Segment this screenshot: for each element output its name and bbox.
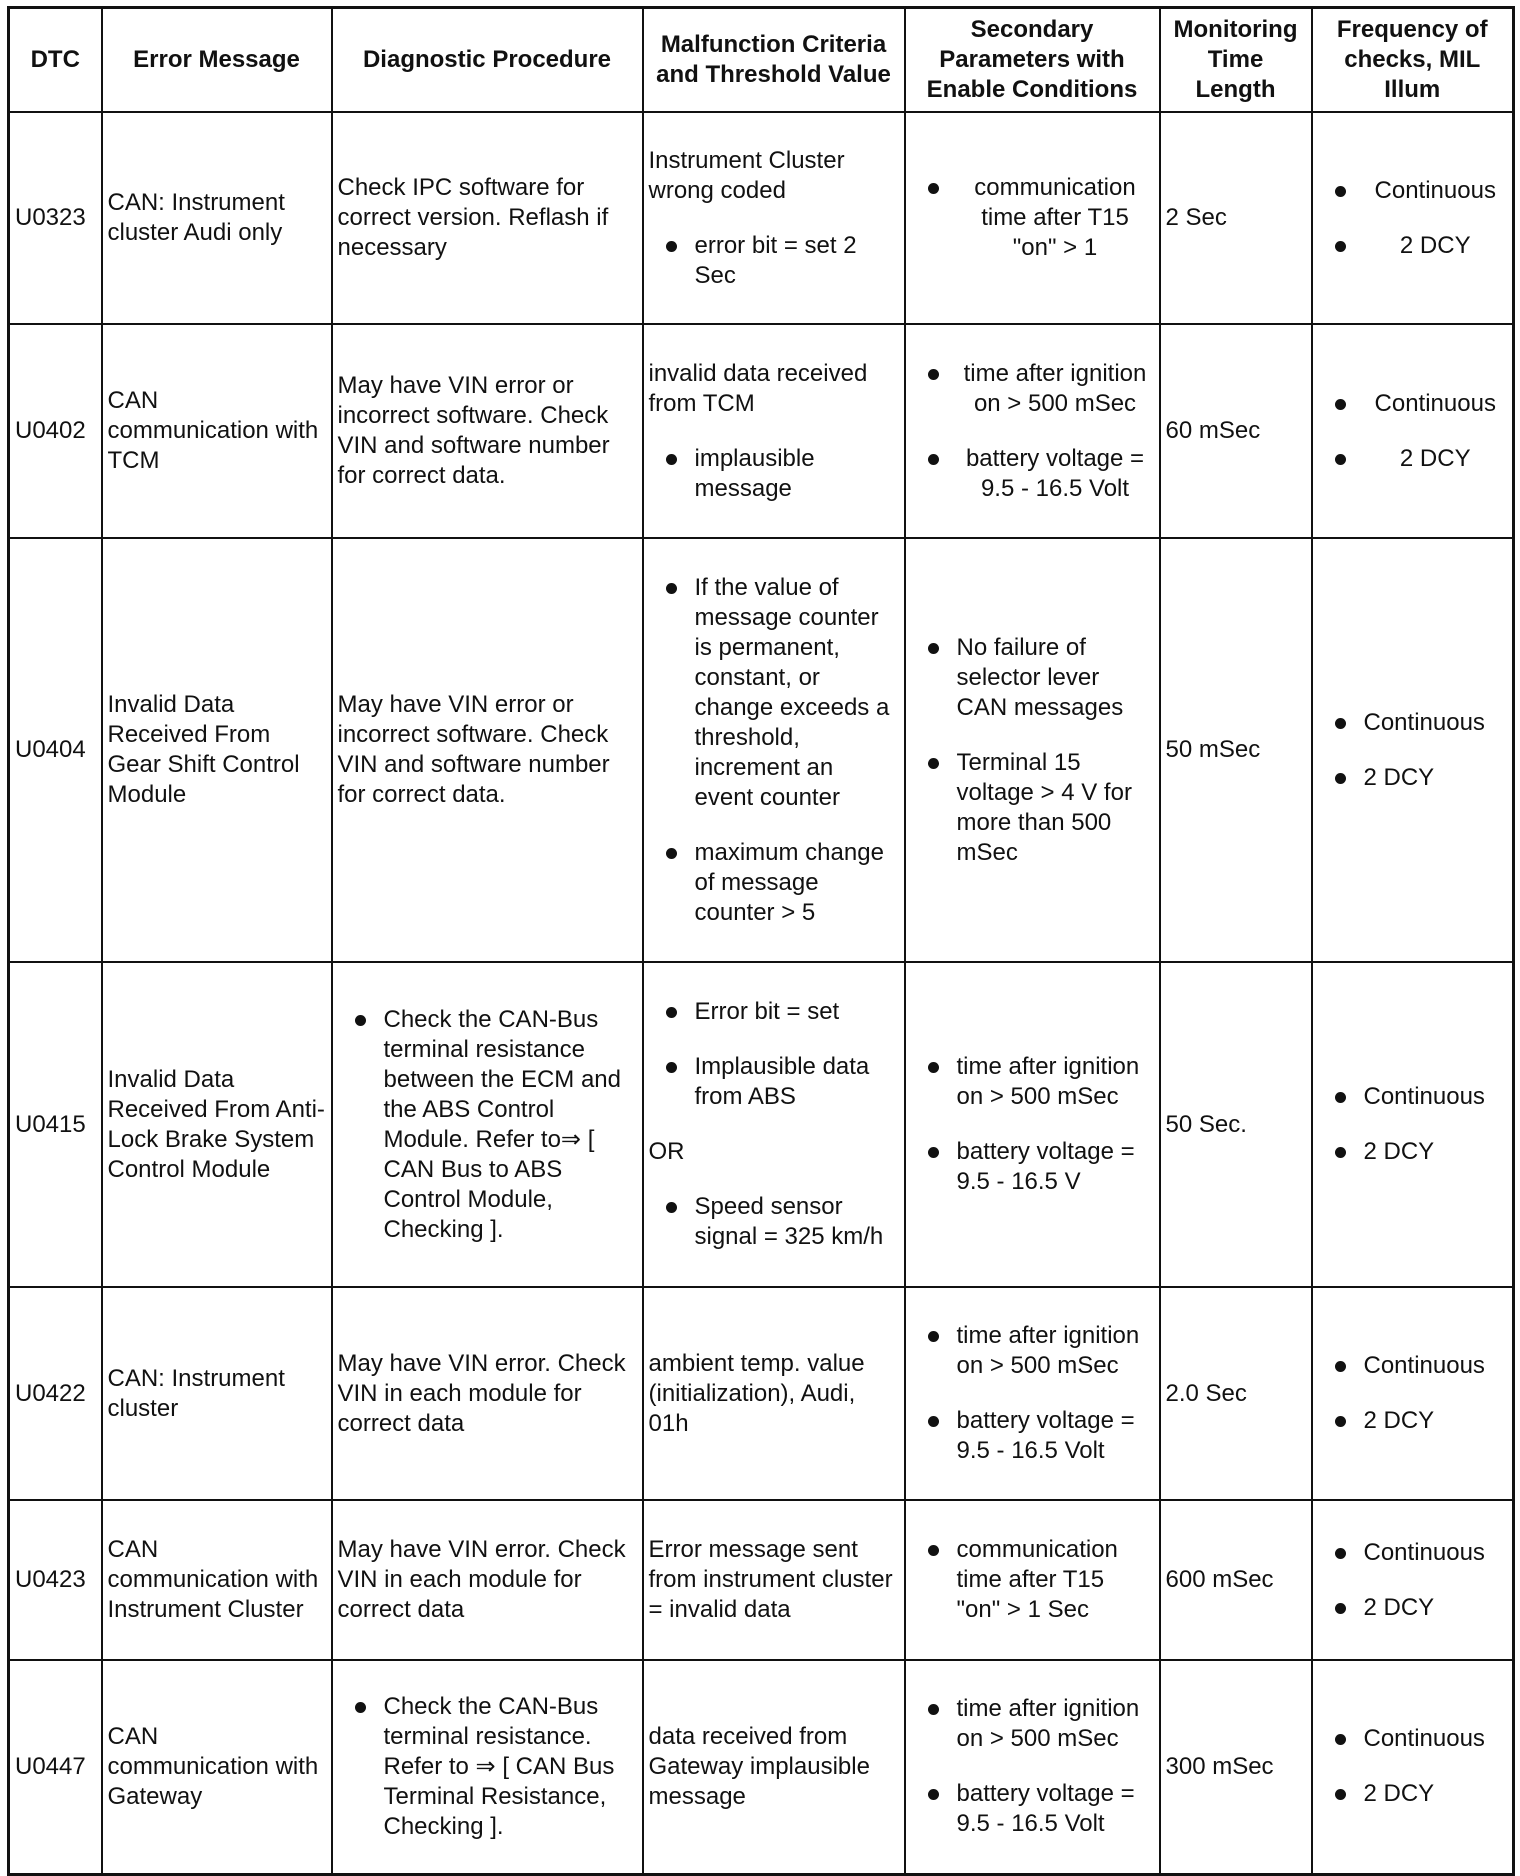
- error-message: CAN: Instrument cluster: [102, 1287, 332, 1500]
- frequency-item: 2 DCY: [1318, 1779, 1508, 1809]
- diagnostic-procedure: May have VIN error. Check VIN in each module for correct data: [332, 1287, 643, 1500]
- secondary-parameters: [905, 112, 1160, 324]
- secondary-parameters: [905, 1500, 1160, 1660]
- secondary-item: time after ignition on > 500 mSec: [911, 359, 1154, 419]
- frequency-item: 2 DCY: [1318, 1593, 1508, 1623]
- criteria-item: Error bit = set: [649, 997, 899, 1027]
- criteria-list-after: [649, 1192, 899, 1252]
- frequency-checks: [1312, 1660, 1514, 1874]
- criteria-intro: invalid data received from TCM: [648, 359, 868, 417]
- criteria-item: Implausible data from ABS: [649, 1052, 899, 1112]
- frequency-checks: [1312, 1287, 1514, 1500]
- monitoring-time: 300 mSec: [1160, 1660, 1312, 1874]
- criteria-intro: Instrument Cluster wrong coded: [648, 146, 845, 204]
- malfunction-criteria: data received from Gateway implausible message: [643, 1660, 905, 1874]
- error-message: CAN communication with Gateway: [102, 1660, 332, 1874]
- frequency-list: [1318, 1724, 1508, 1809]
- diagnostic-procedure: Check IPC software for correct version. Reflash if necessary: [332, 112, 643, 324]
- malfunction-criteria: [643, 538, 905, 962]
- header-monitoring-time: Monitoring Time Length: [1160, 8, 1312, 113]
- table-row: [9, 538, 1514, 962]
- frequency-item: 2 DCY: [1318, 1137, 1508, 1167]
- frequency-list: [1318, 389, 1508, 474]
- frequency-item: 2 DCY: [1318, 1406, 1508, 1436]
- malfunction-criteria: [643, 112, 905, 324]
- criteria-item: implausible message: [649, 444, 899, 504]
- secondary-list: [911, 1321, 1154, 1466]
- secondary-item: time after ignition on > 500 mSec: [911, 1694, 1154, 1754]
- diagnostic-procedure: May have VIN error or incorrect software. Check VIN and software number for correct data.: [332, 538, 643, 962]
- secondary-item: battery voltage = 9.5 - 16.5 Volt: [911, 1779, 1154, 1839]
- frequency-item: 2 DCY: [1318, 231, 1508, 261]
- dtc-code: U0423: [9, 1500, 102, 1660]
- secondary-item: time after ignition on > 500 mSec: [911, 1321, 1154, 1381]
- dtc-code: U0323: [9, 112, 102, 324]
- secondary-item: No failure of selector lever CAN messages: [911, 633, 1154, 723]
- frequency-list: [1318, 176, 1508, 261]
- dtc-code: U0404: [9, 538, 102, 962]
- secondary-list: [911, 173, 1154, 263]
- secondary-item: battery voltage = 9.5 - 16.5 V: [911, 1137, 1154, 1197]
- table-row: [9, 962, 1514, 1287]
- dtc-code: U0447: [9, 1660, 102, 1874]
- header-malfunction-criteria: Malfunction Criteria and Threshold Value: [643, 8, 905, 113]
- frequency-checks: [1312, 324, 1514, 538]
- malfunction-criteria: ambient temp. value (initialization), Audi, 01h: [643, 1287, 905, 1500]
- diagnostic-procedure: [332, 962, 643, 1287]
- malfunction-criteria: Error message sent from instrument cluster = invalid data: [643, 1500, 905, 1660]
- frequency-list: [1318, 1351, 1508, 1436]
- secondary-item: battery voltage = 9.5 - 16.5 Volt: [911, 1406, 1154, 1466]
- criteria-item: error bit = set 2 Sec: [649, 231, 899, 291]
- error-message: CAN communication with TCM: [102, 324, 332, 538]
- monitoring-time: 50 mSec: [1160, 538, 1312, 962]
- table-row: [9, 1660, 1514, 1874]
- frequency-checks: [1312, 538, 1514, 962]
- dtc-code: U0415: [9, 962, 102, 1287]
- secondary-list: [911, 1694, 1154, 1839]
- procedure-item: Check the CAN-Bus terminal resistance. Refer to ⇒ [ CAN Bus Terminal Resistance, Checking ].: [338, 1692, 637, 1842]
- procedure-list: [338, 1692, 637, 1842]
- procedure-item: Check the CAN-Bus terminal resistance between the ECM and the ABS Control Module. Refer to⇒ [ CAN Bus to ABS Control Module, Checking ].: [338, 1005, 637, 1245]
- frequency-item: Continuous: [1318, 1351, 1508, 1381]
- frequency-list: [1318, 1082, 1508, 1167]
- header-secondary-parameters: Secondary Parameters with Enable Conditions: [905, 8, 1160, 113]
- header-diagnostic-procedure: Diagnostic Procedure: [332, 8, 643, 113]
- secondary-item: time after ignition on > 500 mSec: [911, 1052, 1154, 1112]
- secondary-list: [911, 633, 1154, 868]
- secondary-parameters: [905, 962, 1160, 1287]
- monitoring-time: 2 Sec: [1160, 112, 1312, 324]
- secondary-parameters: [905, 324, 1160, 538]
- frequency-item: Continuous: [1318, 1724, 1508, 1754]
- frequency-item: Continuous: [1318, 708, 1508, 738]
- secondary-list: [911, 1052, 1154, 1197]
- frequency-item: Continuous: [1318, 176, 1508, 206]
- malfunction-criteria: [643, 962, 905, 1287]
- dtc-table: [7, 6, 1515, 1876]
- diagnostic-procedure: May have VIN error or incorrect software. Check VIN and software number for correct data.: [332, 324, 643, 538]
- secondary-parameters: [905, 1660, 1160, 1874]
- frequency-item: 2 DCY: [1318, 763, 1508, 793]
- secondary-parameters: [905, 538, 1160, 962]
- criteria-or: OR: [648, 1138, 685, 1165]
- dtc-code: U0402: [9, 324, 102, 538]
- frequency-item: Continuous: [1318, 389, 1508, 419]
- frequency-checks: [1312, 112, 1514, 324]
- monitoring-time: 2.0 Sec: [1160, 1287, 1312, 1500]
- criteria-list: [649, 573, 899, 928]
- criteria-list: [649, 444, 899, 504]
- frequency-item: Continuous: [1318, 1538, 1508, 1568]
- criteria-item: maximum change of message counter > 5: [649, 838, 899, 928]
- error-message: CAN: Instrument cluster Audi only: [102, 112, 332, 324]
- secondary-list: [911, 1535, 1154, 1625]
- frequency-list: [1318, 708, 1508, 793]
- diagnostic-procedure: May have VIN error. Check VIN in each module for correct data: [332, 1500, 643, 1660]
- monitoring-time: 600 mSec: [1160, 1500, 1312, 1660]
- error-message: Invalid Data Received From Gear Shift Control Module: [102, 538, 332, 962]
- frequency-list: [1318, 1538, 1508, 1623]
- header-dtc: DTC: [9, 8, 102, 113]
- criteria-list: [649, 231, 899, 291]
- table-row: [9, 1287, 1514, 1500]
- frequency-item: Continuous: [1318, 1082, 1508, 1112]
- header-row: [9, 8, 1514, 113]
- procedure-list: [338, 1005, 637, 1245]
- table-row: [9, 324, 1514, 538]
- frequency-checks: [1312, 1500, 1514, 1660]
- error-message: Invalid Data Received From Anti-Lock Brake System Control Module: [102, 962, 332, 1287]
- diagnostic-procedure: [332, 1660, 643, 1874]
- criteria-item: Speed sensor signal = 325 km/h: [649, 1192, 899, 1252]
- secondary-parameters: [905, 1287, 1160, 1500]
- monitoring-time: 50 Sec.: [1160, 962, 1312, 1287]
- secondary-list: [911, 359, 1154, 504]
- dtc-code: U0422: [9, 1287, 102, 1500]
- secondary-item: communication time after T15 "on" > 1: [911, 173, 1154, 263]
- frequency-checks: [1312, 962, 1514, 1287]
- table-row: [9, 1500, 1514, 1660]
- frequency-item: 2 DCY: [1318, 444, 1508, 474]
- table-row: [9, 112, 1514, 324]
- monitoring-time: 60 mSec: [1160, 324, 1312, 538]
- header-error-message: Error Message: [102, 8, 332, 113]
- secondary-item: Terminal 15 voltage > 4 V for more than 500 mSec: [911, 748, 1154, 868]
- header-frequency: Frequency of checks, MIL Illum: [1312, 8, 1514, 113]
- criteria-item: If the value of message counter is permanent, constant, or change exceeds a threshold, increment an event counter: [649, 573, 899, 813]
- criteria-list: [649, 997, 899, 1112]
- secondary-item: communication time after T15 "on" > 1 Sec: [911, 1535, 1154, 1625]
- error-message: CAN communication with Instrument Cluster: [102, 1500, 332, 1660]
- secondary-item: battery voltage = 9.5 - 16.5 Volt: [911, 444, 1154, 504]
- malfunction-criteria: [643, 324, 905, 538]
